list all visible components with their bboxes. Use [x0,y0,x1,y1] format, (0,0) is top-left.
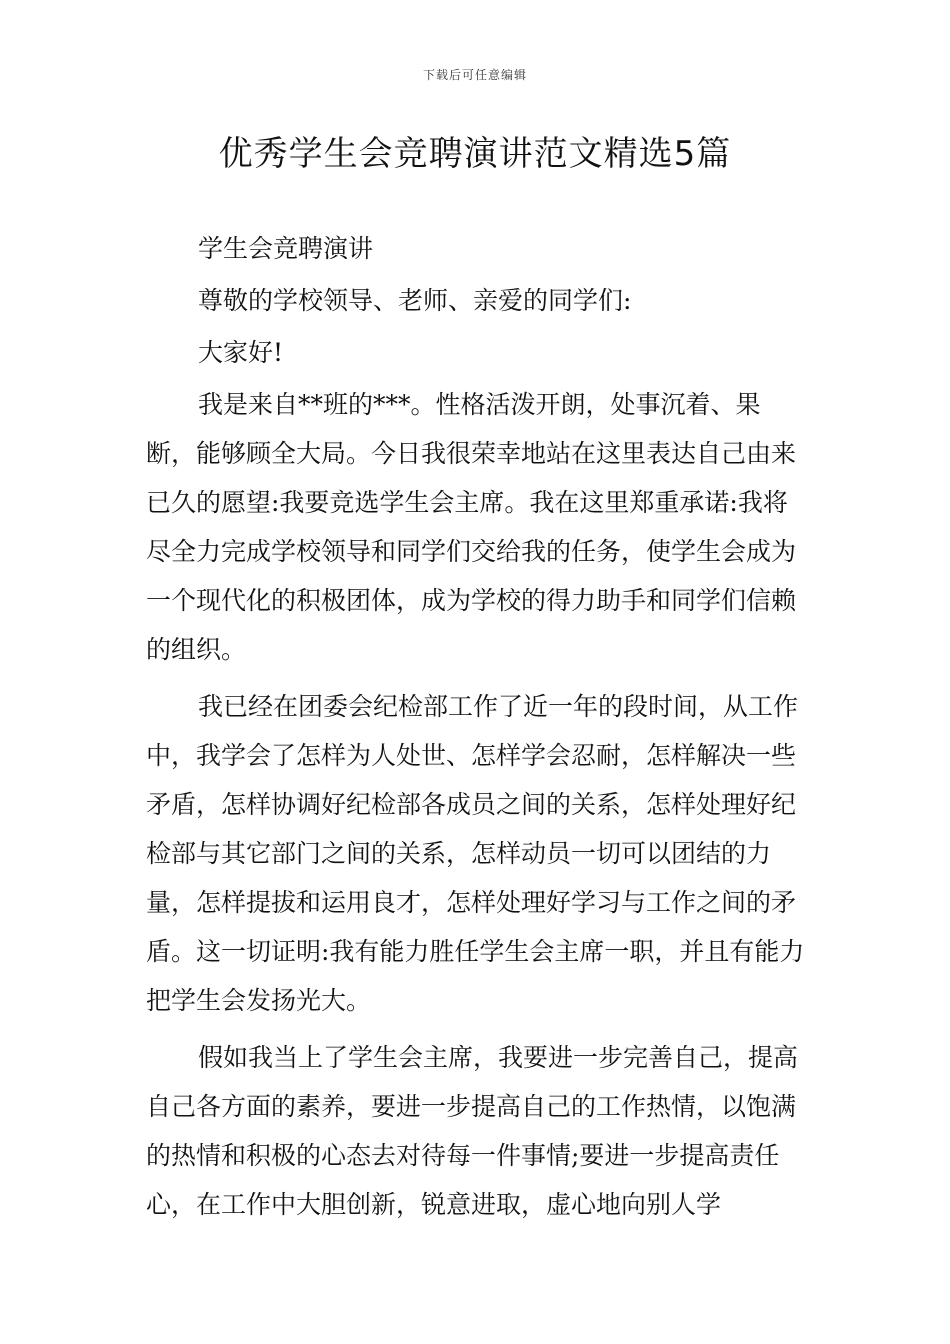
paragraph-speech-heading: 学生会竞聘演讲 [198,234,374,263]
paragraph-salutation: 尊敬的学校领导、老师、亲爱的同学们: [198,286,632,315]
paragraph-greeting: 大家好! [198,338,284,367]
paragraph-experience: 我已经在团委会纪检部工作了近一年的段时间，从工作中，我学会了怎样为人处世、怎样学会忍耐，怎样解决一些矛盾，怎样协调好纪检部各成员之间的关系，怎样处理好纪检部与其它部门之间的关系，怎样动员一切可以团结的力量，怎样提拔和运用良才，怎样处理好学习与工作之间的矛盾。这一切证明:我有能力胜任学生会主席一职，并且有能力把学生会发扬光大。 [146,692,805,1015]
paragraph-introduction: 我是来自**班的***。性格活泼开朗，处事沉着、果断，能够顾全大局。今日我很荣幸地站在这里表达自己由来已久的愿望:我要竞选学生会主席。我在这里郑重承诺:我将尽全力完成学校领导和同学们交给我的任务，使学生会成为一个现代化的积极团体，成为学校的得力助手和同学们信赖的组织。 [146,390,797,664]
paragraph-plans: 假如我当上了学生会主席，我要进一步完善自己，提高自己各方面的素养，要进一步提高自己的工作热情，以饱满的热情和积极的心态去对待每一件事情;要进一步提高责任心，在工作中大胆创新，锐意进取，虚心地向别人学 [146,1043,799,1219]
document-body [146,224,810,1229]
document-title: 优秀学生会竞聘演讲范文精选5篇 [218,134,732,174]
header-note: 下载后可任意编辑 [422,68,527,82]
